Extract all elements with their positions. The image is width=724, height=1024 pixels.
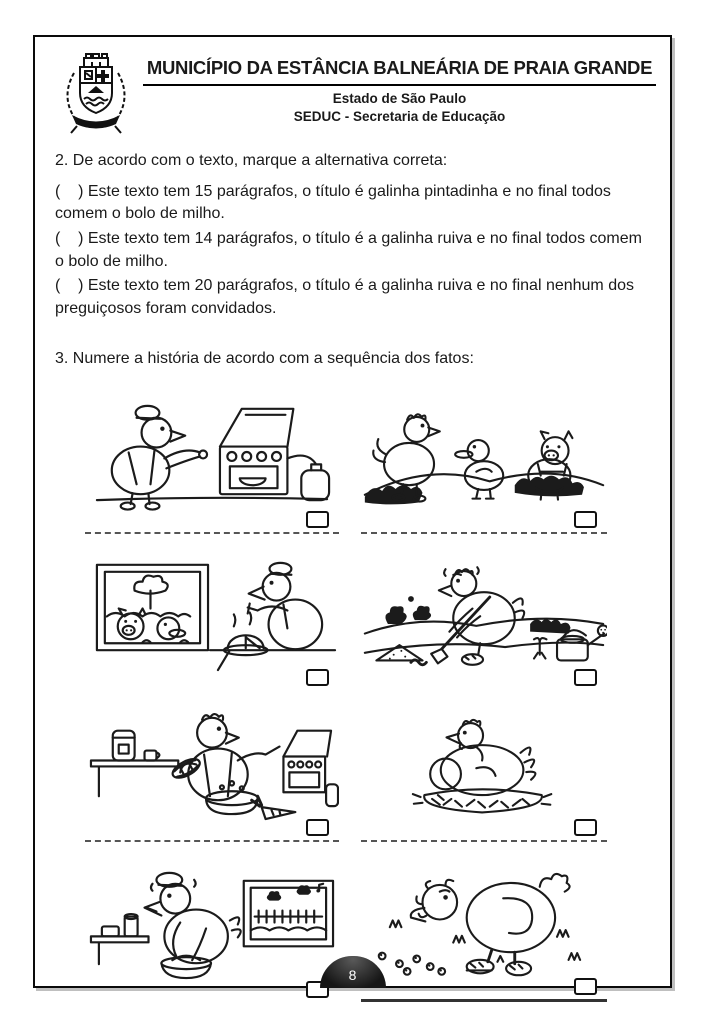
hen-finding-corn-grains-illustration [361, 848, 607, 981]
story-panel-4 [361, 540, 607, 690]
question-3-prompt: 3. Numere a história de acordo com a sequência dos fatos: [55, 349, 474, 367]
question-2-prompt: 2. De acordo com o texto, marque a alternativa correta: [55, 152, 448, 169]
sequence-answer-box-6[interactable] [574, 819, 597, 836]
story-panel-1 [85, 400, 339, 534]
pig-and-duck-watch-hen-eat-cake-illustration [85, 540, 339, 672]
story-panel-7 [85, 848, 339, 1002]
story-panel-8 [361, 848, 607, 1002]
header [35, 37, 670, 135]
sequence-answer-box-4[interactable] [574, 669, 597, 686]
story-panel-5 [85, 696, 339, 842]
hen-sitting-on-nest-illustration [361, 696, 607, 822]
story-panel-2 [361, 400, 607, 534]
sequence-answer-box-8[interactable] [574, 978, 597, 995]
header-state-line: Estado de São Paulo [332, 91, 467, 106]
sequence-answer-box-5[interactable] [306, 819, 329, 836]
question-2-option-c[interactable]: ( ) Este texto tem 20 parágrafos, o título é a galinha ruiva e no final nenhum dos preguiçosos foram convidados. [55, 277, 639, 318]
coat-of-arms-icon [59, 49, 133, 135]
hen-planting-corn-with-shovel-illustration [361, 540, 607, 672]
hen-preparing-corn-in-kitchen-illustration [85, 696, 339, 822]
question-2-option-a[interactable]: ( ) Este texto tem 15 parágrafos, o título é galinha pintadinha e no final todos comem o bolo de milho. [55, 182, 616, 223]
hen-talking-to-duck-and-pig-illustration [361, 400, 607, 514]
sequence-answer-box-3[interactable] [306, 669, 329, 686]
page-frame [33, 35, 672, 988]
header-department-line: SEDUC - Secretaria de Educação [293, 109, 506, 124]
hen-baking-cake-in-oven-illustration [85, 400, 339, 514]
page-number: 8 [348, 966, 357, 983]
sequence-answer-box-1[interactable] [306, 511, 329, 528]
story-panel-3 [85, 540, 339, 690]
hen-kneading-dough-by-window-illustration [85, 848, 339, 984]
story-panel-6 [361, 696, 607, 842]
question-2-option-b[interactable]: ( ) Este texto tem 14 parágrafos, o título é a galinha ruiva e no final todos comem o bolo de milho. [55, 230, 647, 270]
sequence-answer-box-2[interactable] [574, 511, 597, 528]
worksheet-body [35, 150, 670, 1002]
story-sequence-grid [85, 400, 652, 1002]
header-title: MUNICÍPIO DA ESTÂNCIA BALNEÁRIA DE PRAIA GRANDE [143, 57, 656, 86]
